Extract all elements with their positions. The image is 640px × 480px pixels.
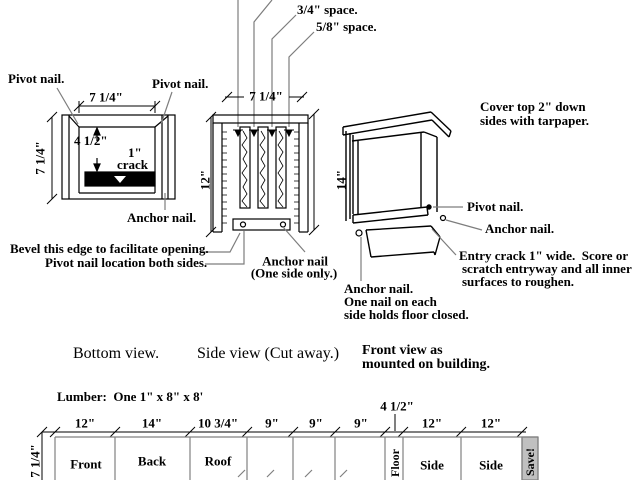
cell-label-save: Save! bbox=[523, 448, 537, 476]
side-view-leader-lines bbox=[283, 227, 305, 252]
note-floor-anchor-2: One nail on each bbox=[344, 294, 437, 309]
note-entry-crack-1: Entry crack 1" wide. Score or bbox=[459, 248, 629, 263]
label-anchor-one-side-2: (One side only.) bbox=[250, 265, 338, 281]
anchor-nail-circle-right bbox=[441, 216, 446, 221]
label-space-58: 5/8" space. bbox=[316, 19, 377, 34]
cell-label-side1: Side bbox=[420, 457, 444, 473]
bottom-view-dimension-lines bbox=[47, 101, 160, 204]
cell-label-side2: Side bbox=[479, 457, 503, 473]
label-space-34: 3/4" space. bbox=[297, 2, 358, 17]
lumber-note: Lumber: One 1" x 8" x 8' bbox=[57, 389, 204, 404]
front-view-drawing bbox=[343, 112, 451, 257]
col-dim-side1: 12" bbox=[421, 415, 443, 431]
label-anchor-one-side-1: Anchor nail bbox=[262, 253, 328, 269]
bottom-view-height-dim: 7 1/4" bbox=[32, 141, 48, 175]
col-dim-9b: 9" bbox=[309, 415, 323, 431]
label-crack-1: 1" bbox=[128, 145, 142, 160]
note-bevel-edge: Bevel this edge to facilitate opening. bbox=[10, 241, 209, 256]
bottom-view-inner-dim: 4 1/2" bbox=[74, 133, 108, 148]
floor-width-dim: 4 1/2" bbox=[380, 398, 414, 414]
note-entry-crack-3: surfaces to roughen. bbox=[462, 274, 575, 289]
anchor-nail-circle-left bbox=[356, 230, 362, 236]
note-floor-anchor-3: side holds floor closed. bbox=[344, 307, 469, 322]
note-tarpaper-2: sides with tarpaper. bbox=[480, 113, 589, 128]
cell-label-roof: Roof bbox=[204, 453, 232, 469]
label-anchor-nail-front-view: Anchor nail. bbox=[485, 221, 555, 236]
cell-label-floor: Floor bbox=[388, 449, 402, 477]
cutting-dimension-lines bbox=[37, 414, 527, 480]
side-view-width-dim: 7 1/4" bbox=[249, 88, 283, 104]
cell-label-front: Front bbox=[70, 456, 102, 472]
label-crack-2: crack bbox=[117, 157, 149, 172]
note-tarpaper-1: Cover top 2" down bbox=[480, 99, 586, 114]
note-pivot-location: Pivot nail location both sides. bbox=[45, 255, 208, 270]
side-view-dim-14: 14" bbox=[333, 169, 349, 191]
cutting-table-grid bbox=[55, 437, 538, 480]
col-dim-back: 14" bbox=[141, 415, 163, 431]
label-pivot-nail-right: Pivot nail. bbox=[152, 76, 209, 91]
caption-side-view: Side view (Cut away.) bbox=[197, 345, 340, 362]
note-entry-crack-2: scratch entryway and all inner bbox=[462, 261, 632, 276]
col-dim-9a: 9" bbox=[265, 415, 279, 431]
col-dim-front: 12" bbox=[74, 415, 96, 431]
bottom-view-width-dim: 7 1/4" bbox=[89, 89, 123, 105]
side-view-hatching bbox=[222, 131, 299, 223]
label-anchor-nail-bottom-view: Anchor nail. bbox=[127, 210, 197, 225]
caption-front-view-1: Front view as bbox=[362, 343, 443, 358]
note-floor-anchor-1: Anchor nail. bbox=[344, 281, 414, 296]
caption-front-view-2: mounted on building. bbox=[362, 357, 490, 372]
cell-label-back: Back bbox=[137, 453, 167, 469]
side-view-dim-12: 12" bbox=[197, 169, 213, 191]
caption-bottom-view: Bottom view. bbox=[73, 345, 160, 362]
side-view-dimension-lines bbox=[206, 88, 319, 237]
col-dim-roof: 10 3/4" bbox=[197, 415, 239, 431]
board-width-dim: 7 1/4" bbox=[27, 444, 43, 478]
col-dim-side2: 12" bbox=[480, 415, 502, 431]
label-pivot-nail-left: Pivot nail. bbox=[8, 71, 65, 86]
spacing-leader-lines bbox=[238, 0, 314, 127]
col-dim-9c: 9" bbox=[354, 415, 368, 431]
label-pivot-nail-front-view: Pivot nail. bbox=[467, 199, 524, 214]
pivot-nail-dot bbox=[427, 205, 431, 209]
